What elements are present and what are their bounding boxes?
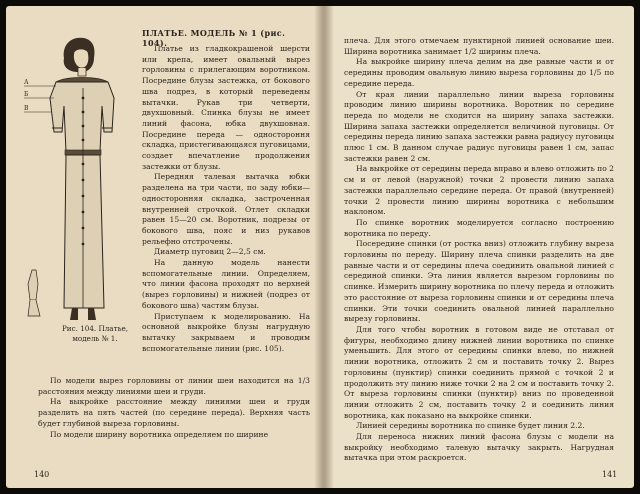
paragraph: Линией середины воротника по спинке будет линия 2.2. (356, 421, 585, 431)
right-page (322, 6, 634, 488)
dress-illustration (22, 32, 142, 322)
paragraph: Диаметр пуговиц 2—2,5 см. (154, 247, 266, 257)
page-number-right: 141 (602, 470, 618, 479)
paragraph: От края линии параллельно линии выреза горловины проводим линию ширины воротника. Воротник по середине переда по модели не сходится на ширину запаха застежки. Ширина запаха застежки определяется величиной пуговицы. От середины переда линию запаха застежки равна радиусу пуговицы плюс 1 см. В данном случае радиус пуговицы равен 1 см, запас застежки равен 2 см. (344, 89, 614, 163)
paragraph: Платье из гладкокрашеной шерсти или крепа, имеет овальный вырез горловины с прилегающим воротником. Посредине блузы застежка, от бокового шва подрез, в который переведены вытачки. Рукав три четверти, двухшовный. Спинка блузы не имеет линий фасона, юбка двухшовная. Посредине переда — одностороння складка, пристегивающаяся пуговицами, создает впечатление продолжения застежки от блузы. (142, 44, 310, 171)
paragraph: На выкройке расстояние между линиями шеи и груди разделить на пять частей (по середине переда). Верхняя часть будет глубиной выреза горловины. (38, 397, 310, 428)
paragraph: На выкройке от середины переда вправо и влево отложить по 2 см и от левой (наружной) точки 2 провести линию запаха застежки параллельно середине переда. От правой (внутренней) точки 2 провести линию ширины воротника с небольшим наклоном. (344, 164, 615, 217)
left-page (6, 6, 322, 488)
figure-label-a: А (24, 79, 29, 86)
left-column-text (142, 44, 310, 354)
paragraph: На выкройке ширину плеча делим на две равные части и от середины проводим овальную линию выреза горловины до 1/5 по середине переда. (344, 57, 614, 88)
paragraph: плеча. Для этого отмечаем пунктирной линией основание шеи. Ширина воротника занимает 1/2 ширины плеча. (344, 36, 614, 56)
paragraph: Передняя талевая вытачка юбки разделена на три части, по заду юбки—односторонняя складка, застроченная внутренней строчкой. Отлет складки равен 15—20 см. Воротник, подрезы от бокового шва, пояс и низ рукавов рельефно отстрочены. (142, 172, 310, 246)
paragraph: Посередине спинки (от ростка вниз) отложить глубину выреза горловины по переду. Ширину плеча спинки разделить на две равные части и от середины плеча соединить овальной линией с серединой спинки. Эта линия является вырезом горловины по спинке. Измерить ширину воротника по плечу переда и отложить это расстояние от выреза горловины спинки и от середины плеча спинки. Эти точки соединить овальной линией параллельно вырезу горловины. (344, 239, 614, 324)
page-number-left: 140 (34, 470, 50, 479)
figure-caption: Рис. 104. Платье, модель № 1. (61, 324, 129, 343)
paragraph: По модели ширину воротника определяем по ширине (50, 429, 269, 439)
paragraph: Для переноса нижних линий фасона блузы с модели на выкройку необходимо талевую вытачку закрыть. Нагрудная вытачка при этом раскроется. (344, 432, 614, 463)
right-column-text (344, 36, 614, 464)
left-full-width-text (38, 376, 310, 440)
paragraph: Для того чтобы воротник в готовом виде не отставал от фигуры, необходимо длину нижней линии воротника по спинке уменьшить. Для этого от середины спинки влево, по нижней линии воротника, отложить 2 см и поставить точку 2. Вырез горловины (пунктир) спинки соединить прямой с точкой 2 и продолжить эту линию ниже точки 2 на 2 см и поставить точку 2. От выреза горловины спинки (пунктир) вниз по проведенной линии отложить 2 см, поставить точку 2 и соединить линия воротника, как показано на выкройке спинки. (344, 324, 614, 420)
book-gutter (314, 6, 334, 488)
paragraph: На данную модель нанести вспомогательные линии. Определяем, что линии фасона проходят по верхней (вырез горловины) и нижней (подрез от бокового шва) частям блузы. (142, 258, 310, 310)
figure-label-b: Б (24, 91, 29, 98)
paragraph: По модели вырез горловины от линии шеи находится на 1/3 расстояния между линиями шеи и груди. (38, 376, 310, 396)
paragraph: Приступаем к моделированию. На основной выкройке блузы нагрудную вытачку закрываем и проводим вспомогательные линии (рис. 105). (142, 311, 310, 353)
paragraph: По спинке воротник моделируется согласно построению воротника по переду. (344, 217, 614, 238)
model-title: ПЛАТЬЕ. МОДЕЛЬ № 1 (рис. 104). (142, 28, 286, 48)
book-spread (6, 6, 634, 488)
figure-label-c: В (24, 105, 29, 112)
